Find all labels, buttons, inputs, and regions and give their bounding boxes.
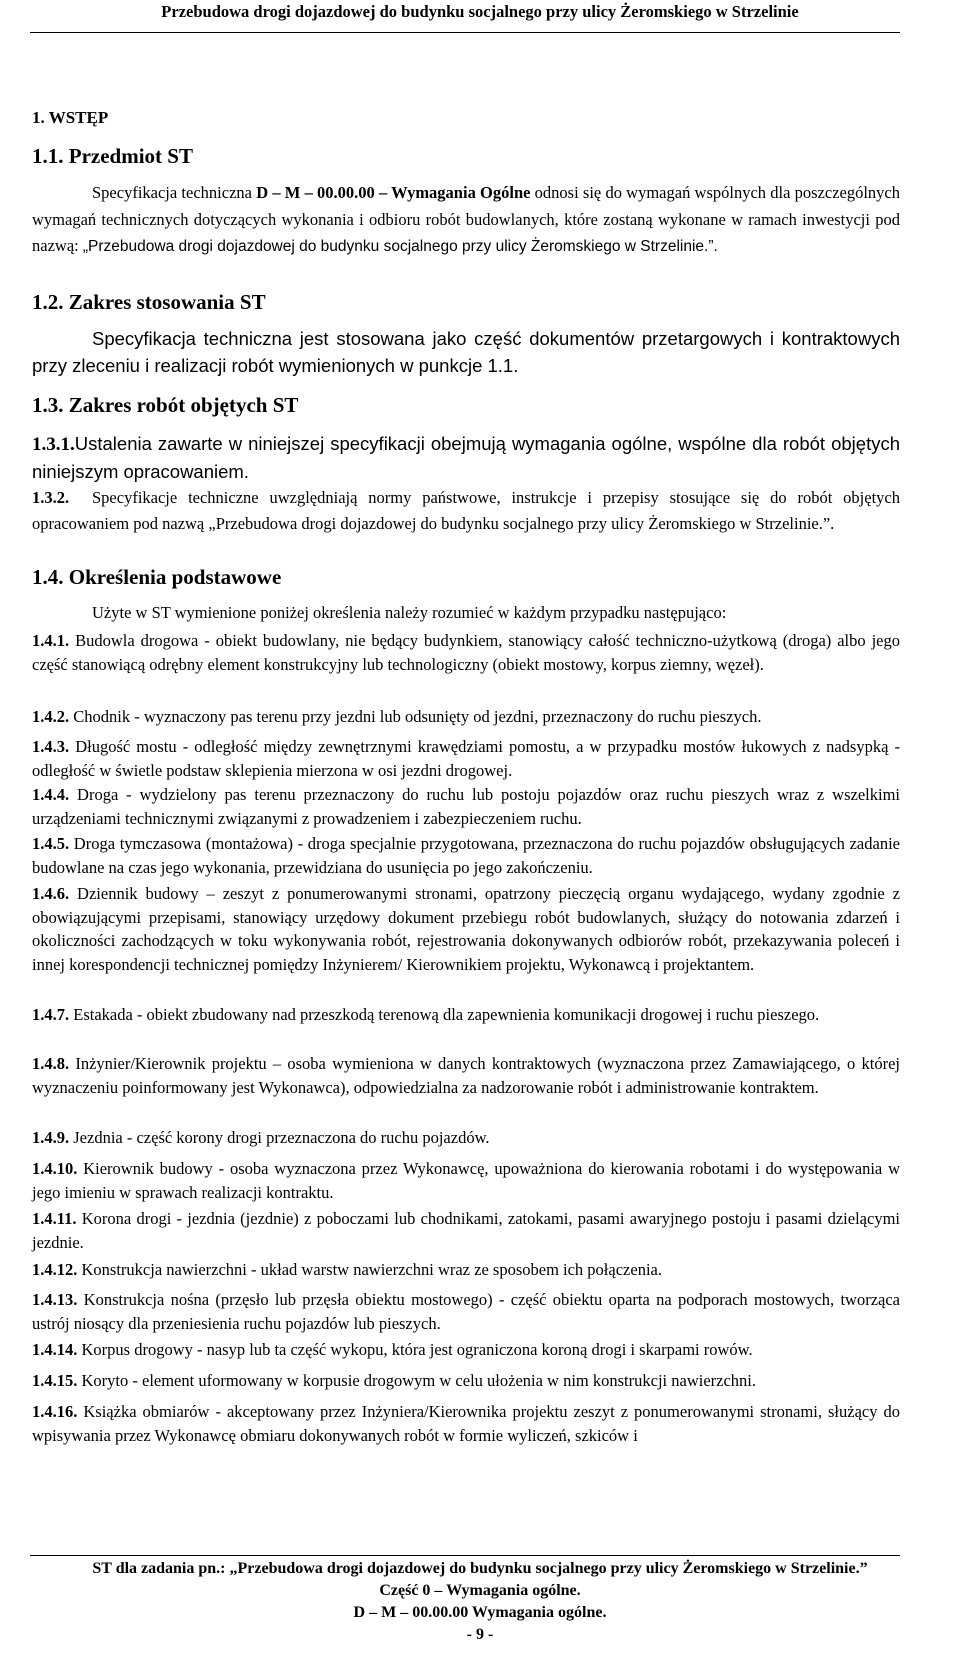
definition-item [32, 1258, 900, 1282]
definition-number: 1.4.3. [32, 737, 70, 756]
footer-part: Część 0 – Wymagania ogólne. [379, 1582, 581, 1599]
definition-text: Dziennik budowy – zeszyt z ponumerowanymi stronami, opatrzony pieczęcią organu wydającego, wydany zgodnie z obowiązującymi przepisami, stanowiący urzędowy dokument przebiegu robót budowlanych, służący do notowania zdarzeń i okoliczności zachodzących w toku wykonywania robót, rejestrowania dokonywanych odbiorów robót, przekazywania poleceń i innej korespondencji technicznej pomiędzy Inżynierem/ Kierownikiem projektu, Wykonawcą i projektantem. [32, 884, 900, 974]
definition-number: 1.4.11. [32, 1209, 77, 1228]
definition-item [32, 735, 900, 782]
definition-number: 1.4.16. [32, 1402, 78, 1421]
definition-number: 1.4.14. [32, 1340, 78, 1359]
definition-item [32, 783, 900, 830]
definition-number: 1.4.12. [32, 1260, 78, 1279]
definition-item [32, 1369, 900, 1393]
section-1-2-paragraph: Specyfikacja techniczna jest stosowana jako część dokumentów przetargowych i kontraktowych przy zleceniu i realizacji robót wymienionych w punkcje 1.1. [32, 328, 900, 376]
definition-item [32, 882, 900, 976]
definition-number: 1.4.2. [32, 707, 70, 726]
paragraph-1-3-2 [32, 485, 900, 536]
definition-text: Estakada - obiekt zbudowany nad przeszkodą terenową dla zapewnienia komunikacji drogowej i ruchu pieszego. [69, 1005, 820, 1024]
chapter-heading: 1. WSTĘP [32, 108, 109, 127]
definition-text: Kierownik budowy - osoba wyznaczona przez Wykonawcę, upoważniona do kierowania robotami i do występowania w jego imieniu w sprawach realizacji kontraktu. [32, 1159, 900, 1202]
definition-text: Jezdnia - część korony drogi przeznaczona do ruchu pojazdów. [69, 1128, 490, 1147]
definition-number: 1.4.15. [32, 1371, 78, 1390]
definition-item [32, 1338, 900, 1362]
definition-number: 1.4.10. [32, 1159, 78, 1178]
footer-spec-code: D – M – 00.00.00 Wymagania ogólne. [353, 1604, 607, 1621]
number-1-3-2: 1.3.2. [32, 488, 70, 507]
definition-text: Budowla drogowa - obiekt budowlany, nie będący budynkiem, stanowiący całość techniczno-użytkową (droga) albo jego część stanowiącą odrębny element konstrukcyjny lub technologiczny (obiekt mostowy, korpus ziemny, węzeł). [32, 631, 900, 674]
s11-text-a: Specyfikacja techniczna [92, 183, 257, 202]
definition-number: 1.4.7. [32, 1005, 70, 1024]
definition-item [32, 705, 900, 729]
definition-number: 1.4.6. [32, 884, 70, 903]
definition-number: 1.4.4. [32, 785, 70, 804]
definition-text: Droga tymczasowa (montażowa) - droga specjalnie przygotowana, przeznaczona do ruchu pojazdów obsługujących zadanie budowlane na czas jego wykonania, przewidziana do usunięcia po jego zakończeniu. [32, 834, 900, 877]
header-rule [30, 32, 900, 33]
definition-text: Chodnik - wyznaczony pas terenu przy jezdni lub odsunięty od jezdni, przeznaczony do ruchu pieszych. [69, 707, 762, 726]
definition-item [32, 1052, 900, 1099]
footer-task-title: ST dla zadania pn.: „Przebudowa drogi dojazdowej do budynku socjalnego przy ulicy Żeromskiego w Strzelinie.” [92, 1560, 868, 1577]
definition-item [32, 1003, 900, 1027]
definition-item [32, 1400, 900, 1447]
definition-text: Konstrukcja nośna (przęsło lub przęsła obiektu mostowego) - część obiektu oparta na podporach mostowych, tworząca ustrój niosący dla przeniesienia ruchu pojazdów lub pieszych. [32, 1290, 900, 1333]
number-1-3-1: 1.3.1. [32, 434, 75, 455]
definition-number: 1.4.5. [32, 834, 70, 853]
definition-text: Korona drogi - jezdnia (jezdnie) z poboczami lub chodnikami, zatokami, pasami awaryjnego postoju i pasami dzielącymi jezdnie. [32, 1209, 900, 1252]
definition-number: 1.4.13. [32, 1290, 78, 1309]
definition-text: Koryto - element uformowany w korpusie drogowym w celu ułożenia w nim konstrukcji nawierzchni. [77, 1371, 756, 1390]
text-1-3-2: Specyfikacje techniczne uwzględniają normy państwowe, instrukcje i przepisy stosujące się do robót objętych opracowaniem pod nazwą „Przebudowa drogi dojazdowej do budynku socjalnego przy ulicy Żeromskiego w Strzelinie.”. [32, 488, 900, 533]
definition-number: 1.4.1. [32, 631, 70, 650]
definition-item [32, 1157, 900, 1204]
definition-text: Konstrukcja nawierzchni - układ warstw nawierzchni wraz ze sposobem ich połączenia. [77, 1260, 662, 1279]
definition-number: 1.4.9. [32, 1128, 70, 1147]
definition-text: Droga - wydzielony pas terenu przeznaczony do ruchu lub postoju pojazdów oraz ruchu pieszych wraz z wszelkimi urządzeniami technicznymi związanymi z prowadzeniem i zabezpieczeniem ruchu. [32, 785, 900, 828]
section-heading-1-2: 1.2. Zakres stosowania ST [32, 290, 266, 314]
paragraph-1-3-1 [32, 430, 900, 485]
definition-text: Długość mostu - odległość między zewnętrznymi krawędziami pomostu, a w przypadku mostów łukowych z nadsypką - odległość w świetle podstaw sklepienia mierzona w osi jezdni drogowej. [32, 737, 900, 780]
section-heading-1-1: 1.1. Przedmiot ST [32, 144, 193, 168]
definition-item [32, 1126, 900, 1150]
definition-text: Inżynier/Kierownik projektu – osoba wymieniona w danych kontraktowych (wyznaczona przez Zamawiającego, o której wyznaczeniu poinformowany jest Wykonawca), odpowiedzialna za nadzorowanie robót i administrowanie kontraktem. [32, 1054, 900, 1097]
definition-item [32, 629, 900, 676]
footer-rule [30, 1555, 900, 1556]
definition-item [32, 832, 900, 879]
definition-text: Książka obmiarów - akceptowany przez Inżyniera/Kierownika projektu zeszyt z ponumerowanymi stronami, służący do wpisywania przez Wykonawcę obmiaru dokonywanych robót w formie wyliczeń, szkiców i [32, 1402, 900, 1445]
text-1-3-1: Ustalenia zawarte w niniejszej specyfikacji obejmują wymagania ogólne, wspólne dla robót objętych niniejszym opracowaniem. [32, 433, 900, 482]
definition-item [32, 1288, 900, 1335]
running-header: Przebudowa drogi dojazdowej do budynku socjalnego przy ulicy Żeromskiego w Strzelinie [161, 2, 799, 21]
section-heading-1-4: 1.4. Określenia podstawowe [32, 565, 282, 589]
definition-item [32, 1207, 900, 1254]
definition-text: Korpus drogowy - nasyp lub ta część wykopu, która jest ograniczona koroną drogi i skarpami rowów. [77, 1340, 753, 1359]
definition-number: 1.4.8. [32, 1054, 70, 1073]
s11-text-c: odnosi się do wymagań wspólnych dla poszczególnych wymagań technicznych dotyczących wykonania i odbioru robót budowlanych, które zostaną wykonane w ramach inwestycji pod nazwą: [32, 183, 900, 255]
section-1-4-intro: Użyte w ST wymienione poniżej określenia należy rozumieć w każdym przypadku następująco: [92, 603, 727, 622]
s11-text-d: „Przebudowa drogi dojazdowej do budynku socjalnego przy ulicy Żeromskiego w Strzelinie.”. [82, 238, 718, 255]
section-heading-1-3: 1.3. Zakres robót objętych ST [32, 393, 299, 417]
page-number: - 9 - [466, 1626, 494, 1643]
section-1-1-paragraph [32, 180, 900, 261]
s11-text-b: D – M – 00.00.00 – Wymagania Ogólne [256, 183, 531, 202]
